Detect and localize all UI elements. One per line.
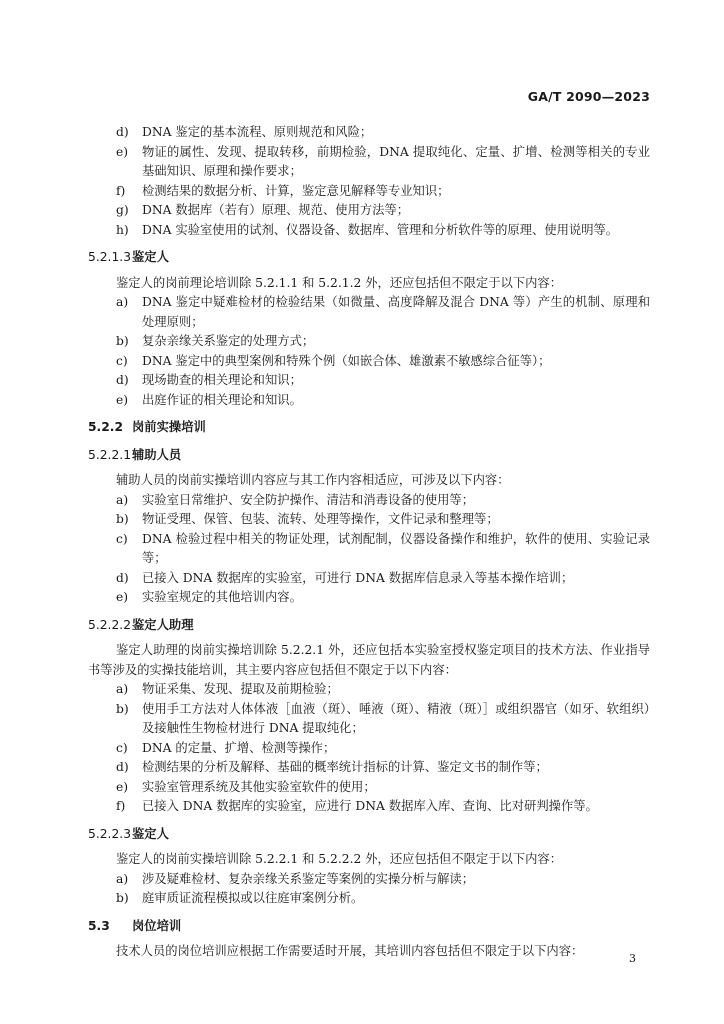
list-label: b) <box>116 512 129 526</box>
section-title: 鉴定人助理 <box>132 617 194 632</box>
list-item <box>88 143 650 182</box>
list-5-2-2-3 <box>88 870 650 909</box>
section-title: 鉴定人 <box>132 250 169 264</box>
section-intro: 鉴定人的岗前实操培训除 5.2.2.1 和 5.2.2.2 外，还应包括但不限定于以下内容： <box>116 852 562 866</box>
list-label: a) <box>116 871 129 886</box>
list-label: c) <box>116 740 128 755</box>
page-number: 3 <box>629 952 636 965</box>
list-item <box>88 510 650 530</box>
list-item <box>88 569 650 589</box>
list-text: 检测结果的数据分析、计算，鉴定意见解释等专业知识； <box>142 183 450 198</box>
list-text: DNA 鉴定中的典型案例和特殊个例（如嵌合体、雄激素不敏感综合征等）； <box>142 353 551 368</box>
section-heading-5-2-2-1 <box>88 446 650 466</box>
list-text: 出庭作证的相关理论和知识。 <box>142 392 302 407</box>
list-text: 已接入 DNA 数据库的实验室，应进行 DNA 数据库入库、查询、比对研判操作等。 <box>142 799 598 813</box>
list-item <box>88 332 650 352</box>
list-text: 已接入 DNA 数据库的实验室，可进行 DNA 数据库信息录入等基本操作培训； <box>142 570 574 585</box>
list-label: e) <box>116 392 129 407</box>
list-item <box>88 123 650 143</box>
list-item <box>88 371 650 391</box>
list-5-2-1-3 <box>88 293 650 410</box>
list-label: a) <box>116 492 129 507</box>
list-label: f) <box>116 799 126 813</box>
list-text: 现场勘查的相关理论和知识； <box>142 373 302 387</box>
list-item <box>88 588 650 608</box>
section-number: 5.2.2.2 <box>88 617 132 632</box>
section-number: 5.2.2.3 <box>88 826 132 841</box>
list-item <box>88 530 650 569</box>
list-text: 物证采集、发现、提取及前期检验； <box>142 682 339 696</box>
list-item <box>88 391 650 411</box>
list-label: d) <box>116 760 129 774</box>
list-item <box>88 201 650 221</box>
list-label: h) <box>116 222 129 237</box>
list-item <box>88 797 650 817</box>
section-intro: 鉴定人的岗前理论培训除 5.2.1.1 和 5.2.1.2 外，还应包括但不限定于以下内容： <box>116 275 562 290</box>
list-text: 实验室日常维护、安全防护操作、清洁和消毒设备的使用等； <box>142 492 475 507</box>
section-title: 岗前实操培训 <box>132 420 206 434</box>
list-text: DNA 的定量、扩增、检测等操作； <box>142 740 336 755</box>
section-intro: 鉴定人助理的岗前实操培训除 5.2.2.1 外，还应包括本实验室授权鉴定项目的技术方法、作业指导书等涉及的实操技能培训，其主要内容应包括但不限定于以下内容： <box>88 643 650 677</box>
list-label: d) <box>116 125 129 139</box>
list-text: DNA 检验过程中相关的物证处理，试剂配制，仪器设备操作和维护，软件的使用、实验记录等； <box>142 531 650 565</box>
list-text: 庭审质证流程模拟或以往庭审案例分析。 <box>142 891 364 905</box>
section-heading-5-3 <box>88 917 650 937</box>
section-intro: 技术人员的岗位培训应根据工作需要适时开展，其培训内容包括但不限定于以下内容： <box>116 944 584 958</box>
list-label: d) <box>116 373 129 387</box>
list-label: e) <box>116 590 129 604</box>
list-text: 复杂亲缘关系鉴定的处理方式； <box>142 334 315 348</box>
list-text: 物证的属性、发现、提取转移，前期检验，DNA 提取纯化、定量、扩增、检测等相关的专业基础知识、原理和操作要求； <box>142 144 650 178</box>
section-title: 鉴定人 <box>132 826 169 841</box>
list-item <box>88 491 650 511</box>
list-item <box>88 221 650 241</box>
list-label: b) <box>116 334 129 348</box>
list-block-1 <box>88 123 650 240</box>
list-5-2-2-2 <box>88 680 650 817</box>
list-label: g) <box>116 203 129 217</box>
list-label: c) <box>116 353 128 368</box>
list-label: e) <box>116 144 129 159</box>
list-label: f) <box>116 183 126 198</box>
list-item <box>88 182 650 202</box>
list-label: c) <box>116 531 128 546</box>
list-label: d) <box>116 570 129 585</box>
list-label: b) <box>116 701 129 716</box>
list-item <box>88 680 650 700</box>
list-text: 实验室规定的其他培训内容。 <box>142 590 302 604</box>
section-number: 5.2.2.1 <box>88 447 132 462</box>
list-text: DNA 鉴定中疑难检材的检验结果（如微量、高度降解及混合 DNA 等）产生的机制、原理和处理原则； <box>142 295 650 329</box>
list-label: a) <box>116 295 129 309</box>
section-heading-5-2-2-3 <box>88 825 650 845</box>
section-title: 辅助人员 <box>132 447 182 462</box>
list-item <box>88 778 650 798</box>
section-intro: 辅助人员的岗前实操培训内容应与其工作内容相适应，可涉及以下内容： <box>116 473 510 487</box>
document-body <box>88 123 650 962</box>
list-text: DNA 数据库（若有）原理、规范、使用方法等； <box>142 203 410 217</box>
list-text: 实验室管理系统及其他实验室软件的使用； <box>142 779 376 794</box>
list-text: 涉及疑难检材、复杂亲缘关系鉴定等案例的实操分析与解读； <box>142 871 475 886</box>
list-label: e) <box>116 779 129 794</box>
list-item <box>88 352 650 372</box>
section-number: 5.2.1.3 <box>88 250 132 264</box>
list-item <box>88 293 650 332</box>
list-item <box>88 739 650 759</box>
list-label: b) <box>116 891 129 905</box>
list-text: DNA 鉴定的基本流程、原则规范和风险； <box>142 125 373 139</box>
list-item <box>88 700 650 739</box>
section-heading-5-2-2 <box>88 418 650 438</box>
list-5-2-2-1 <box>88 491 650 608</box>
list-label: a) <box>116 682 129 696</box>
section-heading-5-2-2-2 <box>88 616 650 636</box>
list-text: 检测结果的分析及解释、基础的概率统计指标的计算、鉴定文书的制作等； <box>142 760 548 774</box>
section-number: 5.2.2 <box>88 420 124 434</box>
section-heading-5-2-1-3 <box>88 248 650 268</box>
list-item <box>88 758 650 778</box>
list-item <box>88 870 650 890</box>
section-number: 5.3 <box>88 918 110 933</box>
section-title: 岗位培训 <box>132 918 182 933</box>
standard-code: GA/T 2090—2023 <box>527 89 650 104</box>
list-text: 使用手工方法对人体体液［血液（斑）、唾液（斑）、精液（斑）］或组织器官（如牙、软组织）及接触性生物检材进行 DNA 提取纯化； <box>142 701 650 735</box>
list-text: 物证受理、保管、包装、流转、处理等操作，文件记录和整理等； <box>142 512 499 526</box>
list-item <box>88 889 650 909</box>
list-text: DNA 实验室使用的试剂、仪器设备、数据库、管理和分析软件等的原理、使用说明等。 <box>142 222 619 237</box>
